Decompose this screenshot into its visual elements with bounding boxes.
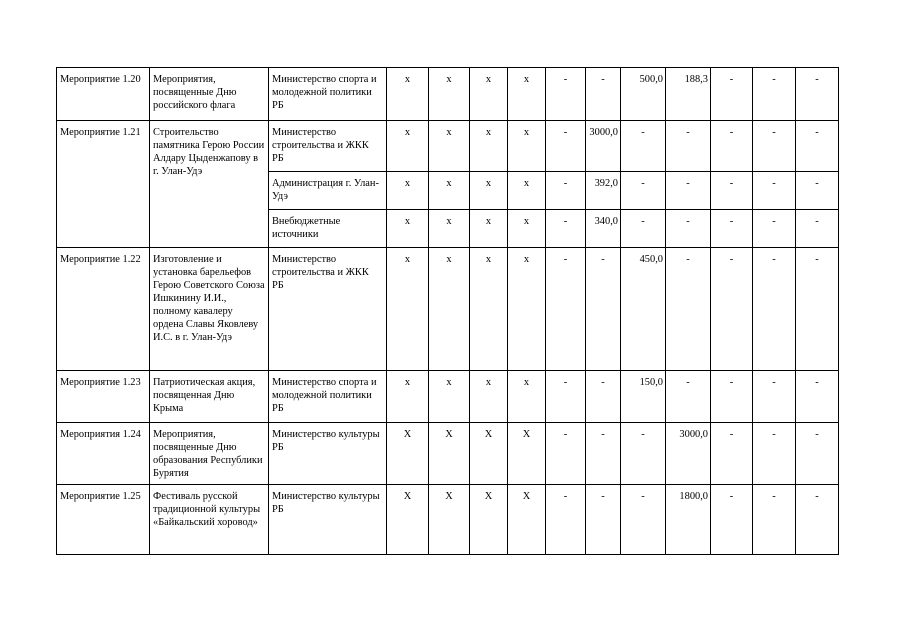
value-cell: - <box>666 121 711 172</box>
value-cell: - <box>753 121 796 172</box>
value-cell: - <box>666 371 711 423</box>
value-cell: - <box>796 172 839 210</box>
value-cell: - <box>546 68 586 121</box>
value-cell: x <box>508 248 546 371</box>
event-name-cell: Мероприятия, посвященные Дню российского флага <box>150 68 269 121</box>
event-id-cell: Мероприятия 1.24 <box>57 423 150 485</box>
value-cell: 500,0 <box>621 68 666 121</box>
value-cell: 3000,0 <box>666 423 711 485</box>
executor-cell: Министерство строительства и ЖКК РБ <box>269 248 387 371</box>
value-cell: - <box>586 248 621 371</box>
value-cell: - <box>753 248 796 371</box>
executor-cell: Министерство спорта и молодежной политики РБ <box>269 371 387 423</box>
value-cell: - <box>621 485 666 555</box>
value-cell: - <box>753 371 796 423</box>
value-cell: - <box>753 423 796 485</box>
value-cell: - <box>796 121 839 172</box>
table-row <box>57 423 839 485</box>
value-cell: X <box>387 485 429 555</box>
executor-cell: Администрация г. Улан-Удэ <box>269 172 387 210</box>
value-cell: - <box>753 68 796 121</box>
table-row <box>57 371 839 423</box>
table-row <box>57 121 839 172</box>
value-cell: - <box>753 172 796 210</box>
executor-cell: Министерство спорта и молодежной политики РБ <box>269 68 387 121</box>
value-cell: - <box>796 248 839 371</box>
value-cell: x <box>429 68 470 121</box>
value-cell: - <box>546 172 586 210</box>
value-cell: x <box>470 248 508 371</box>
event-name-cell: Изготовление и установка барельефов Герою Советского Союза Ишкинину И.И., полному кавалеру ордена Славы Яковлеву И.С. в г. Улан-Удэ <box>150 248 269 371</box>
event-name-cell: Фестиваль русской традиционной культуры «Байкальский хоровод» <box>150 485 269 555</box>
value-cell: x <box>508 121 546 172</box>
value-cell: - <box>796 68 839 121</box>
value-cell: - <box>546 371 586 423</box>
value-cell: x <box>508 371 546 423</box>
value-cell: - <box>546 423 586 485</box>
value-cell: - <box>621 121 666 172</box>
value-cell: - <box>753 485 796 555</box>
budget-table <box>56 67 839 555</box>
executor-cell: Министерство культуры РБ <box>269 423 387 485</box>
value-cell: - <box>796 210 839 248</box>
value-cell: 3000,0 <box>586 121 621 172</box>
value-cell: 188,3 <box>666 68 711 121</box>
event-id-cell: Мероприятие 1.23 <box>57 371 150 423</box>
value-cell: x <box>429 121 470 172</box>
value-cell: x <box>387 172 429 210</box>
value-cell: - <box>666 248 711 371</box>
value-cell: - <box>586 68 621 121</box>
executor-cell: Внебюджетные источники <box>269 210 387 248</box>
value-cell: 450,0 <box>621 248 666 371</box>
value-cell: X <box>470 423 508 485</box>
value-cell: x <box>470 121 508 172</box>
value-cell: - <box>546 121 586 172</box>
value-cell: 392,0 <box>586 172 621 210</box>
event-name-cell: Мероприятия, посвященные Дню образования Республики Бурятия <box>150 423 269 485</box>
value-cell: x <box>387 68 429 121</box>
value-cell: - <box>796 485 839 555</box>
value-cell: X <box>508 485 546 555</box>
value-cell: 150,0 <box>621 371 666 423</box>
value-cell: x <box>429 371 470 423</box>
value-cell: x <box>470 68 508 121</box>
value-cell: - <box>621 210 666 248</box>
value-cell: - <box>586 371 621 423</box>
table-row <box>57 68 839 121</box>
value-cell: x <box>429 172 470 210</box>
value-cell: x <box>387 121 429 172</box>
value-cell: - <box>753 210 796 248</box>
value-cell: x <box>470 172 508 210</box>
value-cell: x <box>508 210 546 248</box>
executor-cell: Министерство культуры РБ <box>269 485 387 555</box>
value-cell: X <box>508 423 546 485</box>
value-cell: - <box>711 121 753 172</box>
table-row <box>57 248 839 371</box>
value-cell: 340,0 <box>586 210 621 248</box>
value-cell: x <box>470 210 508 248</box>
value-cell: X <box>429 423 470 485</box>
table-row <box>57 485 839 555</box>
value-cell: - <box>711 210 753 248</box>
value-cell: - <box>546 248 586 371</box>
event-id-cell: Мероприятие 1.25 <box>57 485 150 555</box>
value-cell: x <box>387 248 429 371</box>
value-cell: - <box>711 485 753 555</box>
value-cell: - <box>621 423 666 485</box>
value-cell: x <box>470 371 508 423</box>
event-name-cell: Патриотическая акция, посвященная Дню Крыма <box>150 371 269 423</box>
value-cell: - <box>586 423 621 485</box>
event-id-cell: Мероприятие 1.20 <box>57 68 150 121</box>
value-cell: X <box>387 423 429 485</box>
executor-cell: Министерство строительства и ЖКК РБ <box>269 121 387 172</box>
value-cell: - <box>711 172 753 210</box>
value-cell: - <box>666 210 711 248</box>
value-cell: - <box>711 248 753 371</box>
value-cell: - <box>711 423 753 485</box>
event-id-cell: Мероприятие 1.22 <box>57 248 150 371</box>
event-name-cell: Строительство памятника Герою России Алдару Цыденжапову в г. Улан-Удэ <box>150 121 269 248</box>
value-cell: - <box>586 485 621 555</box>
value-cell: x <box>508 68 546 121</box>
value-cell: - <box>711 68 753 121</box>
value-cell: x <box>429 248 470 371</box>
event-id-cell: Мероприятие 1.21 <box>57 121 150 248</box>
value-cell: x <box>387 371 429 423</box>
value-cell: - <box>621 172 666 210</box>
value-cell: - <box>796 371 839 423</box>
value-cell: - <box>546 210 586 248</box>
value-cell: 1800,0 <box>666 485 711 555</box>
value-cell: - <box>666 172 711 210</box>
value-cell: X <box>429 485 470 555</box>
value-cell: x <box>387 210 429 248</box>
value-cell: X <box>470 485 508 555</box>
value-cell: - <box>796 423 839 485</box>
value-cell: x <box>508 172 546 210</box>
value-cell: - <box>546 485 586 555</box>
value-cell: - <box>711 371 753 423</box>
value-cell: x <box>429 210 470 248</box>
